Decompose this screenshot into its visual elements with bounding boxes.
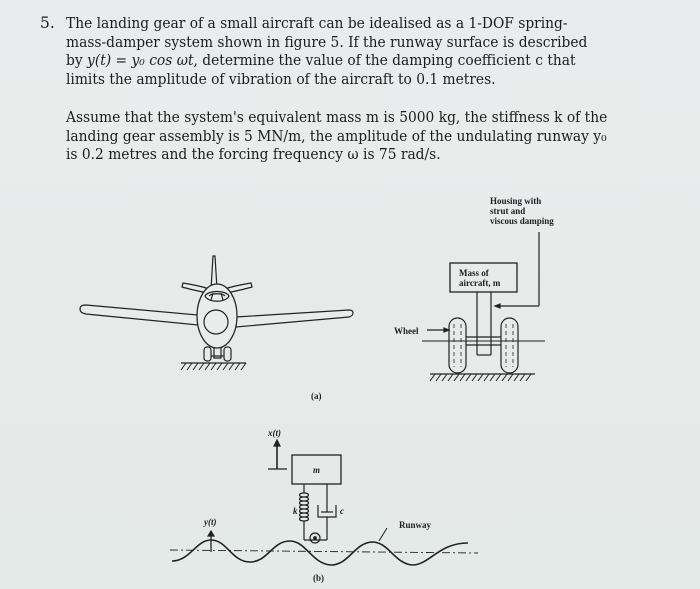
statement-line-2: mass-damper system shown in figure 5. If the runway surface is described — [66, 32, 588, 51]
label-mass-of-aircraft: Mass of aircraft, m — [459, 268, 501, 288]
runway-equation: y(t) = y₀ cos ωt — [87, 51, 194, 69]
caption-b: (b) — [313, 573, 324, 583]
label-k: k — [293, 506, 298, 516]
label-x-t: x(t) — [268, 428, 281, 438]
label-housing: Housing with strut and viscous damping — [490, 196, 554, 226]
statement-line-4: limits the amplitude of vibration of the aircraft to 0.1 metres. — [66, 69, 496, 88]
label-y-t: y(t) — [204, 517, 217, 527]
statement-line-1: The landing gear of a small aircraft can be idealised as a 1-DOF spring- — [66, 14, 568, 32]
statement-line-3: by y(t) = y₀ cos ωt, determine the value of the damping coefficient c that — [66, 51, 576, 69]
label-runway: Runway — [399, 520, 432, 530]
assumption-line-3: is 0.2 metres and the forcing frequency ω is 75 rad/s. — [66, 145, 441, 163]
aircraft-front-view — [80, 256, 353, 370]
label-wheel: Wheel — [394, 326, 419, 336]
assumption-line-2: landing gear assembly is 5 MN/m, the amplitude of the undulating runway y₀ — [66, 126, 607, 145]
assumption-line-1: Assume that the system's equivalent mass m is 5000 kg, the stiffness k of the — [66, 108, 608, 126]
label-m: m — [313, 465, 321, 475]
problem-number: 5. — [40, 14, 55, 32]
sdof-model — [170, 440, 478, 565]
label-c: c — [340, 506, 344, 516]
landing-gear-detail — [422, 232, 545, 381]
caption-a: (a) — [311, 391, 322, 401]
